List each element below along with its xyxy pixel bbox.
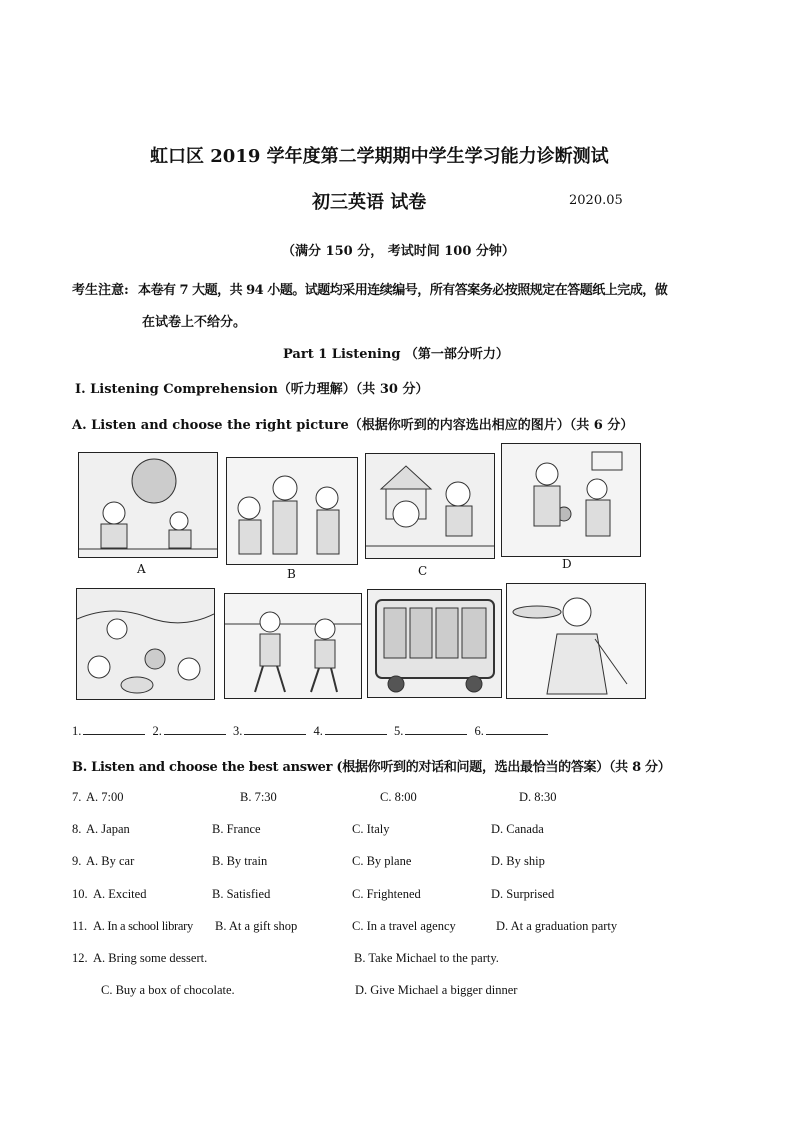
exam-date: 2020.05	[569, 193, 623, 208]
picture-b-reading	[226, 457, 358, 565]
picture-a-label: A	[137, 562, 146, 576]
q11-option-a[interactable]: A. In a school library	[93, 919, 193, 933]
picture-8-waiter	[506, 583, 646, 699]
q7-option-b[interactable]: B. 7:30	[240, 790, 277, 804]
q10-option-b[interactable]: B. Satisfied	[212, 887, 271, 901]
picture-d-label: D	[562, 557, 572, 571]
picture-d-basketball	[501, 443, 641, 557]
q9-option-c[interactable]: C. By plane	[352, 854, 412, 868]
q8-option-d[interactable]: D. Canada	[491, 822, 544, 836]
exam-subtitle: 初三英语 试卷	[312, 192, 427, 213]
part1-title: Part 1 Listening （第一部分听力）	[283, 347, 509, 362]
q7-option-a[interactable]: A. 7:00	[86, 790, 124, 804]
score-info: （满分 150 分， 考试时间 100 分钟）	[282, 244, 515, 259]
q10-option-d[interactable]: D. Surprised	[491, 887, 555, 901]
blank-4[interactable]	[325, 724, 387, 735]
q12-option-d[interactable]: D. Give Michael a bigger dinner	[355, 983, 518, 997]
q11-option-b[interactable]: B. At a gift shop	[215, 919, 298, 933]
blank-label-3: 3.	[233, 724, 243, 738]
q12-number: 12.	[72, 951, 88, 965]
picture-b-label: B	[287, 567, 296, 581]
q7-number: 7.	[72, 790, 82, 804]
sectionB-title: B. Listen and choose the best answer (根据你听到的对话和问题，选出最恰当的答案）（共 8 分）	[72, 760, 671, 775]
blank-6[interactable]	[486, 724, 548, 735]
picture-c-kids-house	[365, 453, 495, 559]
q11-number: 11.	[72, 919, 88, 933]
blank-1[interactable]	[83, 724, 145, 735]
q9-option-d[interactable]: D. By ship	[491, 854, 545, 868]
q9-option-b[interactable]: B. By train	[212, 854, 268, 868]
blank-label-4: 4.	[313, 724, 323, 738]
q7-option-c[interactable]: C. 8:00	[380, 790, 417, 804]
notice-line2: 在试卷上不给分。	[142, 315, 247, 330]
q7-option-d[interactable]: D. 8:30	[519, 790, 557, 804]
blank-2[interactable]	[164, 724, 226, 735]
picture-c-label: C	[418, 564, 428, 578]
blank-5[interactable]	[405, 724, 467, 735]
q12-option-a[interactable]: A. Bring some dessert.	[93, 951, 208, 965]
picture-5-playground	[76, 588, 215, 700]
q12-option-b[interactable]: B. Take Michael to the party.	[354, 951, 499, 965]
q11-option-d[interactable]: D. At a graduation party	[496, 919, 618, 933]
notice-line1: 本卷有 7 大题，共 94 小题。试题均采用连续编号，所有答案务必按照规定在答题纸上完成，做	[138, 283, 668, 298]
q11-option-c[interactable]: C. In a travel agency	[352, 919, 456, 933]
blank-label-6: 6.	[474, 724, 484, 738]
q9-number: 9.	[72, 854, 82, 868]
blank-3[interactable]	[244, 724, 306, 735]
q8-option-b[interactable]: B. France	[212, 822, 261, 836]
blank-label-1: 1.	[72, 724, 82, 738]
q9-option-a[interactable]: A. By car	[86, 854, 135, 868]
q10-number: 10.	[72, 887, 88, 901]
section1-title: Ⅰ. Listening Comprehension（听力理解）（共 30 分）	[75, 382, 429, 397]
picture-6-walking	[224, 593, 362, 699]
blank-label-2: 2.	[152, 724, 162, 738]
picture-a-picnic	[78, 452, 218, 558]
q10-option-c[interactable]: C. Frightened	[352, 887, 421, 901]
q8-option-c[interactable]: C. Italy	[352, 822, 390, 836]
notice-label: 考生注意:	[72, 283, 129, 298]
q12-option-c[interactable]: C. Buy a box of chocolate.	[101, 983, 235, 997]
picture-7-bus	[367, 589, 502, 698]
q8-number: 8.	[72, 822, 82, 836]
q8-option-a[interactable]: A. Japan	[86, 822, 130, 836]
q10-option-a[interactable]: A. Excited	[93, 887, 147, 901]
blank-label-5: 5.	[394, 724, 404, 738]
answer-blanks-row	[72, 724, 552, 739]
sectionA-title: A. Listen and choose the right picture（根据你听到的内容选出相应的图片）（共 6 分）	[72, 418, 634, 433]
exam-title: 虹口区 2019 学年度第二学期期中学生学习能力诊断测试	[150, 146, 609, 167]
